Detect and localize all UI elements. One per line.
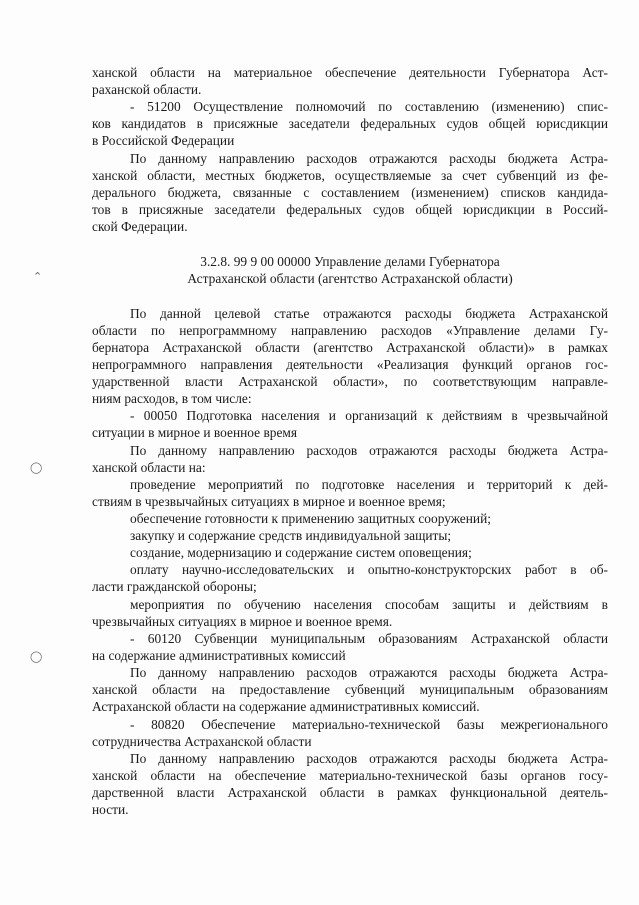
text-line: ханской области на:	[92, 460, 206, 475]
text-line: проведение мероприятий по подготовке населения и территорий к дей-	[130, 477, 608, 492]
text-line: дерального бюджета, связанные с составлением (изменением) списков кандида-	[92, 185, 608, 200]
text-line: ханской области на обеспечение материально-технической базы органов госу-	[92, 768, 608, 783]
text-line: Астраханской области на содержание административных комиссий.	[92, 699, 480, 714]
section-heading: 3.2.8. 99 9 00 00000 Управление делами Губернатора	[200, 254, 500, 269]
text-line: ниям расходов, в том числе:	[92, 391, 252, 406]
text-line: бернатора Астраханской области (агентство Астраханской области)» в рамках	[92, 340, 608, 355]
text-line: дарственной власти Астраханской области в рамках функциональной деятель-	[92, 785, 608, 800]
text-line: По данному направлению расходов отражаются расходы бюджета Астра-	[130, 665, 608, 680]
text-line: По данной целевой статье отражаются расходы бюджета Астраханской	[130, 306, 608, 321]
text-line: - 80820 Обеспечение материально-технической базы межрегионального	[130, 717, 608, 732]
text-line: непрограммного направления деятельности «Реализация функций органов гос-	[92, 357, 608, 372]
text-line: на содержание административных комиссий	[92, 648, 346, 663]
text-line: ханской области, местных бюджетов, осуществляемые за счет субвенций из фе-	[92, 168, 608, 183]
section-heading: Астраханской области (агентство Астраханской области)	[187, 271, 513, 286]
text-line: ков кандидатов в присяжные заседатели федеральных судов общей юрисдикции	[92, 116, 608, 131]
text-line: ханской области на предоставление субвенций муниципальным образованиям	[92, 682, 608, 697]
text-line: чрезвычайных ситуациях в мирное и военное время.	[92, 614, 393, 629]
text-line: оплату научно-исследовательских и опытно-конструкторских работ в об-	[130, 562, 608, 577]
text-line: обеспечение готовности к применению защитных сооружений;	[130, 511, 491, 526]
text-line: ности.	[92, 802, 129, 817]
text-line: ситуации в мирное и военное время	[92, 425, 298, 440]
text-line: ударственной власти Астраханской области», по соответствующим направле-	[92, 374, 608, 389]
punch-hole-mark: ◯	[30, 461, 43, 474]
text-line: тов в присяжные заседатели федеральных судов общей юрисдикции в Россий-	[92, 202, 608, 217]
text-line: ласти гражданской обороны;	[92, 579, 257, 594]
text-line: сотрудничества Астраханской области	[92, 734, 312, 749]
text-line: в Российской Федерации	[92, 133, 235, 148]
text-line: - 51200 Осуществление полномочий по составлению (изменению) спис-	[130, 99, 608, 114]
text-line: По данному направлению расходов отражаются расходы бюджета Астра-	[130, 751, 608, 766]
text-line: По данному направлению расходов отражаются расходы бюджета Астра-	[130, 443, 608, 458]
text-line: закупку и содержание средств индивидуальной защиты;	[130, 528, 452, 543]
text-line: создание, модернизацию и содержание систем оповещения;	[130, 545, 472, 560]
text-line: ствиям в чрезвычайных ситуациях в мирное и военное время;	[92, 494, 446, 509]
text-line: - 00050 Подготовка населения и организаций к действиям в чрезвычайной	[130, 408, 608, 423]
punch-hole-mark: ◯	[30, 650, 43, 663]
scan-mark: ⌃	[33, 270, 43, 283]
text-line: области по непрограммному направлению расходов «Управление делами Гу-	[92, 323, 608, 338]
text-line: По данному направлению расходов отражаются расходы бюджета Астра-	[130, 151, 608, 166]
text-line: мероприятия по обучению населения способам защиты и действиям в	[130, 597, 608, 612]
text-line: раханской области.	[92, 82, 202, 97]
text-line: ханской области на материальное обеспечение деятельности Губернатора Аст-	[92, 65, 608, 80]
text-line: - 60120 Субвенции муниципальным образованиям Астраханской области	[130, 631, 608, 646]
text-line: ской Федерации.	[92, 219, 188, 234]
